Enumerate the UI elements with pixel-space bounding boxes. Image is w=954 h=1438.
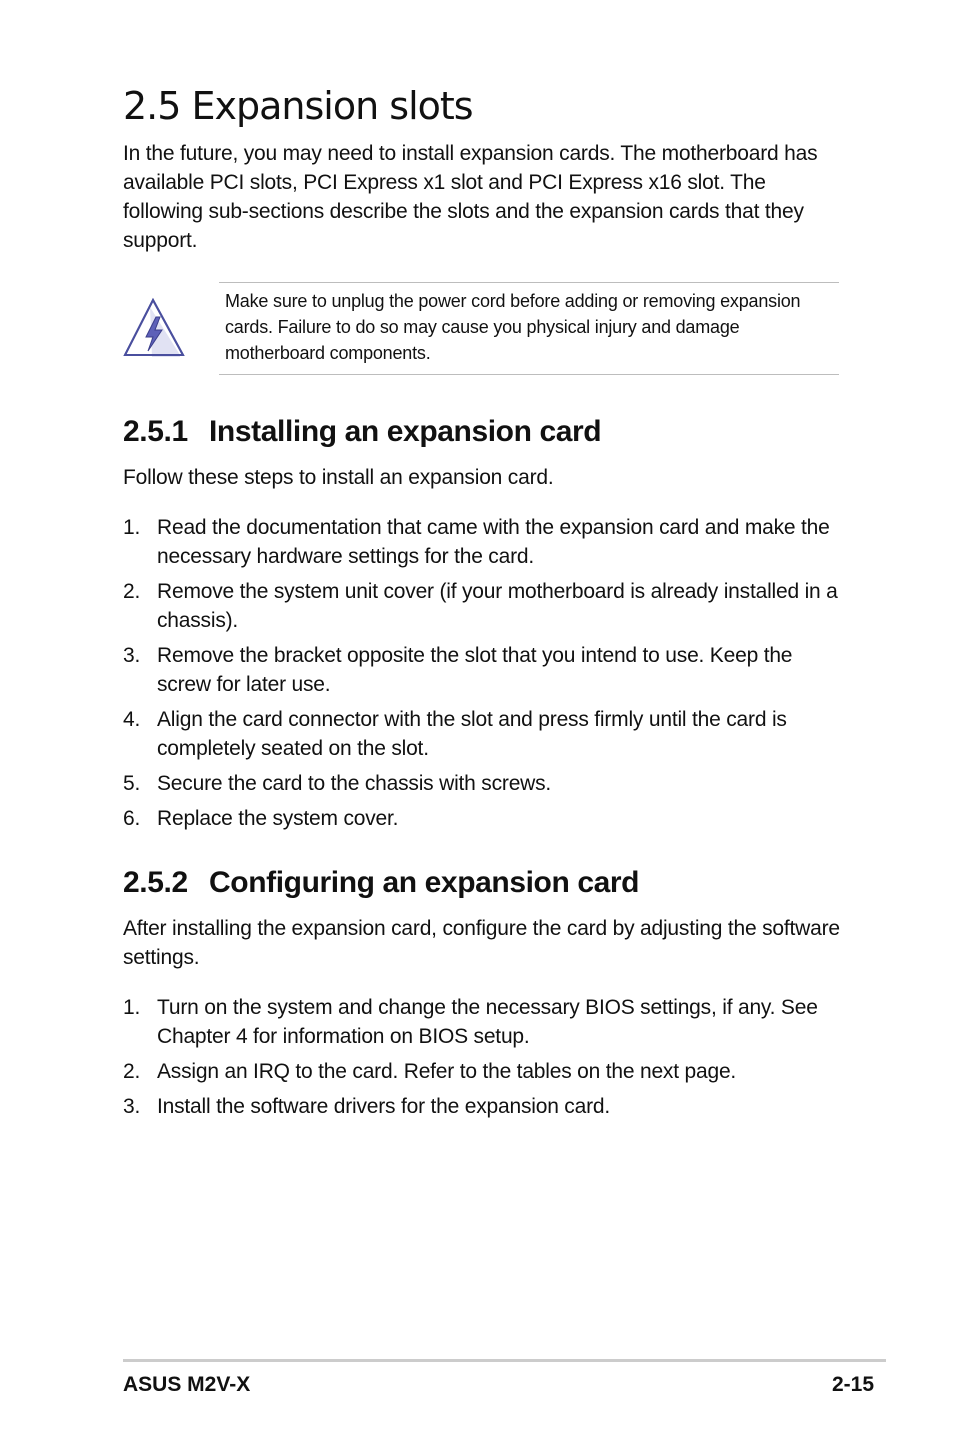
intro-paragraph: In the future, you may need to install expansion cards. The motherboard has available PCI slots, PCI Express x1 slot and PCI Express x16 slot. The following sub-sections describe the slots and the expansion cards that they support. <box>123 142 818 252</box>
step-text: Secure the card to the chassis with screws. <box>157 772 552 795</box>
list-item <box>123 641 843 699</box>
section-heading-installing <box>123 412 601 452</box>
list-item <box>123 1057 843 1086</box>
list-item <box>123 577 843 635</box>
configuring-steps-list <box>123 993 843 1127</box>
step-number: 1. <box>123 996 141 1019</box>
step-text: Read the documentation that came with the expansion card and make the necessary hardware settings for the card. <box>157 516 830 568</box>
step-text: Assign an IRQ to the card. Refer to the tables on the next page. <box>157 1060 737 1083</box>
list-item <box>123 513 843 571</box>
step-text: Align the card connector with the slot and press firmly until the card is completely seated on the slot. <box>157 708 787 760</box>
step-text: Remove the bracket opposite the slot that you intend to use. Keep the screw for later use. <box>157 644 793 696</box>
warning-lightning-icon <box>122 297 186 359</box>
step-text: Turn on the system and change the necessary BIOS settings, if any. See Chapter 4 for information on BIOS setup. <box>157 996 818 1048</box>
configuring-lead-paragraph: After installing the expansion card, configure the card by adjusting the software settings. <box>123 917 840 969</box>
step-number: 2. <box>123 580 141 603</box>
installing-steps-list <box>123 513 843 839</box>
step-text: Replace the system cover. <box>157 807 399 830</box>
list-item <box>123 705 843 763</box>
footer-product-name: ASUS M2V-X <box>123 1373 251 1396</box>
section-number: 2.5.2 <box>123 866 188 899</box>
step-text: Install the software drivers for the expansion card. <box>157 1095 610 1118</box>
step-number: 3. <box>123 644 141 667</box>
section-heading-configuring <box>123 863 639 903</box>
step-number: 3. <box>123 1095 141 1118</box>
list-item <box>123 804 843 833</box>
list-item <box>123 993 843 1051</box>
step-number: 6. <box>123 807 141 830</box>
installing-lead-paragraph: Follow these steps to install an expansion card. <box>123 466 554 489</box>
step-number: 2. <box>123 1060 141 1083</box>
step-number: 1. <box>123 516 141 539</box>
section-number: 2.5.1 <box>123 415 188 448</box>
section-title: Installing an expansion card <box>209 415 602 448</box>
section-title: Configuring an expansion card <box>209 866 640 899</box>
step-text: Remove the system unit cover (if your motherboard is already installed in a chassis). <box>157 580 838 632</box>
step-number: 4. <box>123 708 141 731</box>
footer-divider <box>123 1359 886 1362</box>
page-title: 2.5 Expansion slots <box>123 84 473 128</box>
warning-text: Make sure to unplug the power cord before adding or removing expansion cards. Failure to do so may cause you physical injury and damage motherboard components. <box>225 291 801 363</box>
list-item <box>123 1092 843 1121</box>
step-number: 5. <box>123 772 141 795</box>
list-item <box>123 769 843 798</box>
footer-page-number: 2-15 <box>831 1373 874 1396</box>
